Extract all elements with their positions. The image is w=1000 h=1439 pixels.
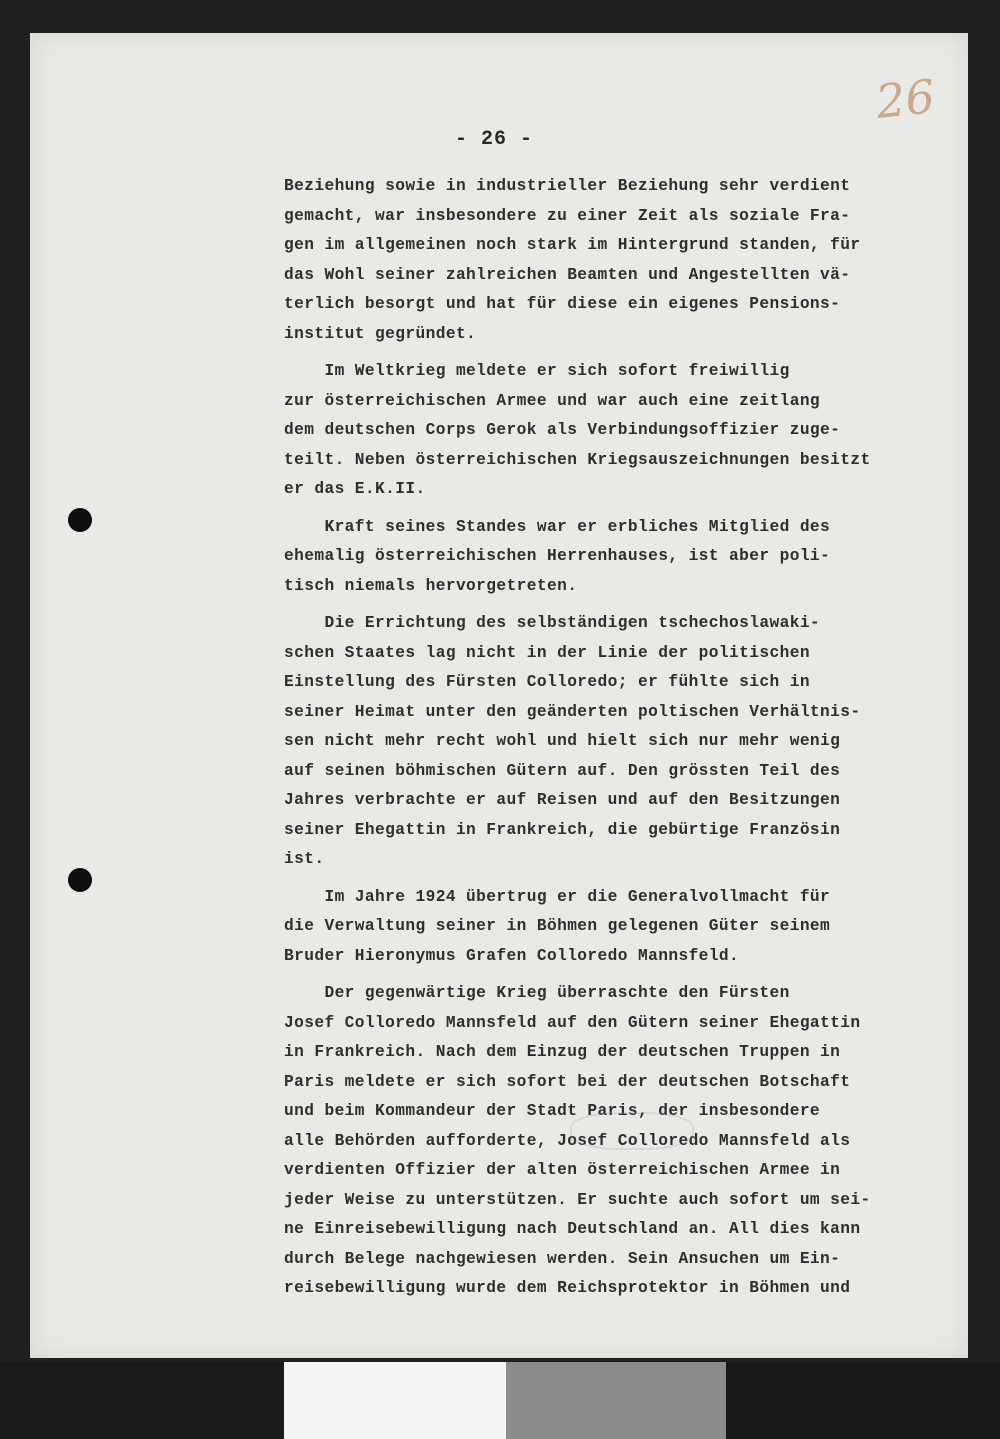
- text-line: Einstellung des Fürsten Colloredo; er fühlte sich in: [284, 673, 810, 691]
- blank-line: [284, 971, 964, 979]
- text-line: er das E.K.II.: [284, 480, 426, 498]
- text-line: jeder Weise zu unterstützen. Er suchte auch sofort um sei-: [284, 1190, 871, 1209]
- text-line: tisch niemals hervorgetreten.: [284, 576, 578, 595]
- blank-line: [284, 505, 964, 513]
- text-line: Kraft seines Standes war er erbliches Mitglied des: [284, 517, 831, 536]
- text-line: Josef Colloredo Mannsfeld auf den Gütern seiner Ehegattin: [284, 1013, 861, 1032]
- text-line: Der gegenwärtige Krieg überraschte den Fürsten: [284, 984, 790, 1002]
- punch-hole: [68, 508, 92, 532]
- text-line: ist.: [284, 850, 325, 868]
- text-line: seiner Heimat unter den geänderten poltischen Verhältnis-: [284, 702, 861, 721]
- text-line: durch Belege nachgewiesen werden. Sein Ansuchen um Ein-: [284, 1249, 841, 1268]
- text-line: und beim Kommandeur der Stadt Paris, der insbesondere: [284, 1102, 821, 1120]
- text-line: Paris meldete er sich sofort bei der deutschen Botschaft: [284, 1072, 851, 1091]
- text-line: dem deutschen Corps Gerok als Verbindungsoffizier zuge-: [284, 421, 841, 439]
- text-line: in Frankreich. Nach dem Einzug der deutschen Truppen in: [284, 1043, 841, 1061]
- text-line: reisebewilligung wurde dem Reichsprotektor in Böhmen und: [284, 1279, 851, 1297]
- text-line: das Wohl seiner zahlreichen Beamten und Angestellten vä-: [284, 265, 851, 284]
- text-line: Die Errichtung des selbständigen tschechoslawaki-: [284, 614, 821, 632]
- text-line: sen nicht mehr recht wohl und hielt sich nur mehr wenig: [284, 732, 841, 750]
- color-calibration-white: [284, 1362, 506, 1439]
- text-line: ne Einreisebewilligung nach Deutschland an. All dies kann: [284, 1220, 861, 1238]
- faded-stamp: [570, 1112, 694, 1150]
- text-line: schen Staates lag nicht in der Linie der politischen: [284, 643, 810, 662]
- typed-page-number: - 26 -: [455, 128, 534, 151]
- blank-line: [284, 601, 964, 609]
- text-line: auf seinen böhmischen Gütern auf. Den grössten Teil des: [284, 761, 841, 780]
- text-line: institut gegründet.: [284, 324, 477, 343]
- text-line: Jahres verbrachte er auf Reisen und auf den Besitzungen: [284, 791, 841, 809]
- text-line: Beziehung sowie in industrieller Beziehung sehr verdient: [284, 177, 851, 195]
- color-calibration-grey: [506, 1362, 726, 1439]
- text-line: zur österreichischen Armee und war auch eine zeitlang: [284, 391, 821, 410]
- text-line: gemacht, war insbesondere zu einer Zeit als soziale Fra-: [284, 206, 851, 225]
- text-line: Im Weltkrieg meldete er sich sofort freiwillig: [284, 362, 790, 380]
- text-line: terlich besorgt und hat für diese ein eigenes Pensions-: [284, 295, 841, 313]
- punch-hole: [68, 868, 92, 892]
- text-line: gen im allgemeinen noch stark im Hintergrund standen, für: [284, 236, 861, 254]
- text-line: verdienten Offizier der alten österreichischen Armee in: [284, 1161, 841, 1179]
- blank-line: [284, 349, 964, 357]
- color-calibration-black: [726, 1362, 1000, 1439]
- text-line: seiner Ehegattin in Frankreich, die gebürtige Französin: [284, 820, 841, 839]
- text-line: ehemalig österreichischen Herrenhauses, ist aber poli-: [284, 547, 831, 565]
- text-line: Bruder Hieronymus Grafen Colloredo Mannsfeld.: [284, 946, 740, 965]
- text-line: Im Jahre 1924 übertrug er die Generalvollmacht für: [284, 887, 831, 906]
- text-line: die Verwaltung seiner in Böhmen gelegenen Güter seinem: [284, 917, 831, 935]
- scan-border: [0, 1362, 284, 1439]
- text-line: teilt. Neben österreichischen Kriegsauszeichnungen besitzt: [284, 450, 871, 469]
- blank-line: [284, 875, 964, 883]
- handwritten-page-number: 26: [873, 69, 938, 129]
- text-line: alle Behörden aufforderte, Josef Colloredo Mannsfeld als: [284, 1131, 851, 1150]
